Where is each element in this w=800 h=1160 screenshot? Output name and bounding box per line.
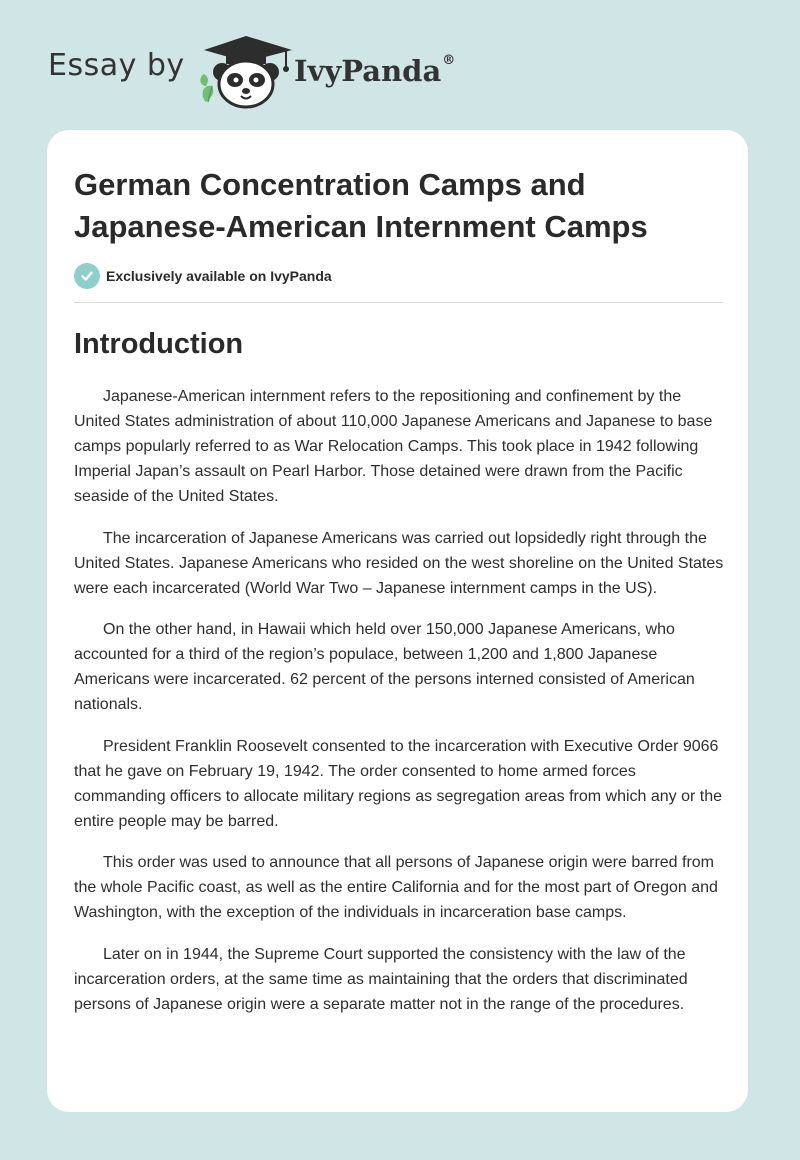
paragraph: On the other hand, in Hawaii which held over 150,000 Japanese Americans, who accounted for a third of the region’s populace, between 1,200 and 1,800 Japanese Americans were incarcerated. 62 percent of the persons interned consisted of American nationals.	[74, 621, 695, 713]
article-card	[47, 130, 748, 1112]
panda-graduate-logo-icon[interactable]	[198, 34, 298, 110]
paragraph: Japanese-American internment refers to the repositioning and confinement by the United States administration of about 110,000 Japanese Americans and Japanese to base camps popularly referred to as War Relocation Camps. This took place in 1942 following Imperial Japan’s assault on Pearl Harbor. Those detained were drawn from the Pacific seaside of the United States.	[74, 388, 713, 505]
brand-text: IvyPanda	[294, 54, 442, 88]
page-title: German Concentration Camps and Japanese-American Internment Camps	[74, 167, 648, 244]
divider	[74, 302, 723, 303]
paragraph: This order was used to announce that all persons of Japanese origin were barred from the whole Pacific coast, as well as the entire California and for the most part of Oregon and Washington, with the exception of the individuals in incarceration base camps.	[74, 854, 718, 921]
panda-logo-svg	[198, 34, 298, 110]
article-body	[74, 384, 724, 1033]
site-header	[48, 34, 468, 114]
exclusive-badge	[74, 263, 332, 289]
paragraph: The incarceration of Japanese Americans was carried out lopsidedly right through the United States. Japanese Americans who resided on the west shoreline on the United States were each incarcerated (World War Two – Japanese internment camps in the US).	[74, 529, 724, 597]
brand-name[interactable]	[294, 54, 455, 88]
check-icon	[74, 263, 100, 289]
section-heading: Introduction	[74, 328, 244, 360]
badge-label: Exclusively available on IvyPanda	[106, 268, 332, 284]
essay-by-label: Essay by	[48, 48, 185, 83]
paragraph: Later on in 1944, the Supreme Court supported the consistency with the law of the incarceration orders, at the same time as maintaining that the orders that discriminated persons of Japanese origin were a separate matter not in the range of the procedures.	[74, 945, 688, 1013]
paragraph: President Franklin Roosevelt consented to the incarceration with Executive Order 9066 that he gave on February 19, 1942. The order consented to home armed forces commanding officers to allocate military regions as segregation areas from which any or the entire people may be barred.	[74, 737, 723, 830]
registered-mark: ®	[442, 53, 456, 69]
